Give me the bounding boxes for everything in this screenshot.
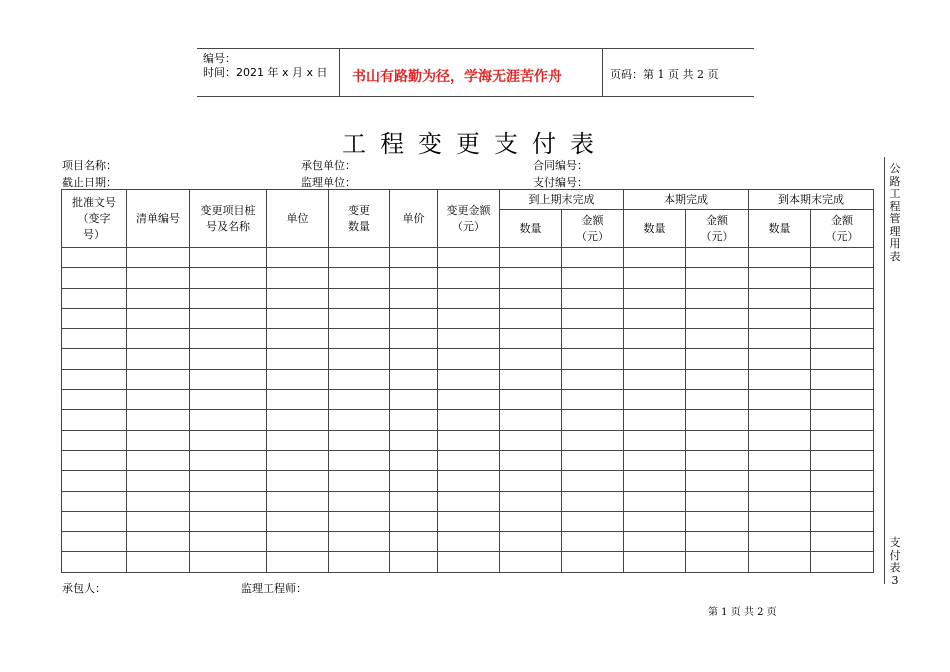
table-row bbox=[62, 329, 874, 349]
table-cell[interactable] bbox=[62, 511, 127, 531]
table-cell[interactable] bbox=[811, 532, 874, 552]
table-cell[interactable] bbox=[390, 308, 438, 328]
table-cell[interactable] bbox=[127, 390, 190, 410]
table-cell[interactable] bbox=[624, 308, 686, 328]
table-cell[interactable] bbox=[749, 532, 811, 552]
table-cell[interactable] bbox=[62, 471, 127, 491]
table-cell[interactable] bbox=[62, 288, 127, 308]
table-cell[interactable] bbox=[686, 511, 749, 531]
table-cell[interactable] bbox=[500, 308, 562, 328]
table-cell[interactable] bbox=[390, 329, 438, 349]
table-cell[interactable] bbox=[127, 329, 190, 349]
table-cell[interactable] bbox=[749, 410, 811, 430]
table-cell[interactable] bbox=[749, 369, 811, 389]
table-row bbox=[62, 369, 874, 389]
page-code: 页码：第 1 页 共 2 页 bbox=[610, 68, 719, 81]
table-cell[interactable] bbox=[267, 268, 329, 288]
side-form-category: 公路工程管理用表 bbox=[889, 162, 901, 263]
table-cell[interactable] bbox=[749, 308, 811, 328]
table-row bbox=[62, 430, 874, 450]
table-cell[interactable] bbox=[624, 511, 686, 531]
table-cell[interactable] bbox=[127, 268, 190, 288]
table-cell[interactable] bbox=[624, 450, 686, 470]
table-cell[interactable] bbox=[329, 390, 390, 410]
side-rule bbox=[884, 157, 885, 584]
table-cell[interactable] bbox=[500, 349, 562, 369]
table-cell[interactable] bbox=[127, 532, 190, 552]
table-cell[interactable] bbox=[624, 532, 686, 552]
table-cell[interactable] bbox=[500, 511, 562, 531]
table-cell[interactable] bbox=[438, 410, 500, 430]
table-cell[interactable] bbox=[811, 390, 874, 410]
table-cell[interactable] bbox=[749, 471, 811, 491]
header-divider bbox=[339, 48, 340, 96]
col-header-unit-price: 单价 bbox=[390, 190, 438, 248]
table-cell[interactable] bbox=[190, 268, 267, 288]
table-cell[interactable] bbox=[190, 349, 267, 369]
table-cell[interactable] bbox=[811, 511, 874, 531]
motto-text: 书山有路勤为径，学海无涯苦作舟 bbox=[352, 69, 562, 85]
table-cell[interactable] bbox=[811, 552, 874, 572]
table-cell[interactable] bbox=[329, 552, 390, 572]
table-cell[interactable] bbox=[624, 491, 686, 511]
table-cell[interactable] bbox=[62, 390, 127, 410]
table-cell[interactable] bbox=[624, 349, 686, 369]
table-cell[interactable] bbox=[127, 248, 190, 268]
table-row bbox=[62, 511, 874, 531]
col-header-amount: 金额（元） bbox=[562, 210, 624, 248]
table-cell[interactable] bbox=[811, 288, 874, 308]
table-cell[interactable] bbox=[562, 430, 624, 450]
table-cell[interactable] bbox=[267, 552, 329, 572]
table-cell[interactable] bbox=[749, 248, 811, 268]
table-cell[interactable] bbox=[190, 329, 267, 349]
table-cell[interactable] bbox=[190, 248, 267, 268]
table-row bbox=[62, 410, 874, 430]
table-cell[interactable] bbox=[329, 329, 390, 349]
table-cell[interactable] bbox=[749, 349, 811, 369]
table-cell[interactable] bbox=[438, 552, 500, 572]
table-cell[interactable] bbox=[500, 491, 562, 511]
table-cell[interactable] bbox=[127, 410, 190, 430]
table-cell[interactable] bbox=[127, 511, 190, 531]
table-cell[interactable] bbox=[686, 329, 749, 349]
col-header-item-name: 变更项目桩号及名称 bbox=[190, 190, 267, 248]
col-header-this-period: 本期完成 bbox=[624, 190, 749, 210]
table-cell[interactable] bbox=[811, 491, 874, 511]
table-cell[interactable] bbox=[438, 308, 500, 328]
table-cell[interactable] bbox=[62, 369, 127, 389]
table-cell[interactable] bbox=[190, 471, 267, 491]
table-cell[interactable] bbox=[686, 390, 749, 410]
table-cell[interactable] bbox=[624, 248, 686, 268]
col-header-unit: 单位 bbox=[267, 190, 329, 248]
table-row bbox=[62, 390, 874, 410]
table-cell[interactable] bbox=[438, 349, 500, 369]
table-cell[interactable] bbox=[562, 288, 624, 308]
table-cell[interactable] bbox=[438, 532, 500, 552]
table-cell[interactable] bbox=[267, 308, 329, 328]
table-cell[interactable] bbox=[267, 390, 329, 410]
table-cell[interactable] bbox=[562, 450, 624, 470]
table-cell[interactable] bbox=[500, 369, 562, 389]
table-cell[interactable] bbox=[329, 308, 390, 328]
table-cell[interactable] bbox=[686, 349, 749, 369]
time-label: 时间：2021 年 x 月 x 日 bbox=[203, 66, 328, 79]
table-cell[interactable] bbox=[438, 491, 500, 511]
header-divider bbox=[602, 48, 603, 96]
table-cell[interactable] bbox=[62, 430, 127, 450]
table-cell[interactable] bbox=[329, 268, 390, 288]
table-cell[interactable] bbox=[62, 552, 127, 572]
col-header-prev-period: 到上期末完成 bbox=[500, 190, 624, 210]
table-cell[interactable] bbox=[624, 268, 686, 288]
table-cell[interactable] bbox=[438, 248, 500, 268]
table-cell[interactable] bbox=[686, 288, 749, 308]
col-header-list-no: 清单编号 bbox=[127, 190, 190, 248]
table-cell[interactable] bbox=[438, 430, 500, 450]
table-cell[interactable] bbox=[500, 248, 562, 268]
table-cell[interactable] bbox=[329, 491, 390, 511]
table-cell[interactable] bbox=[686, 268, 749, 288]
table-cell[interactable] bbox=[329, 248, 390, 268]
table-cell[interactable] bbox=[62, 410, 127, 430]
table-cell[interactable] bbox=[500, 471, 562, 491]
table-cell[interactable] bbox=[267, 410, 329, 430]
table-cell[interactable] bbox=[267, 511, 329, 531]
table-cell[interactable] bbox=[190, 552, 267, 572]
table-cell[interactable] bbox=[190, 511, 267, 531]
col-header-qty: 数量 bbox=[624, 210, 686, 248]
table-cell[interactable] bbox=[562, 268, 624, 288]
table-cell[interactable] bbox=[562, 552, 624, 572]
table-cell[interactable] bbox=[500, 288, 562, 308]
table-cell[interactable] bbox=[500, 390, 562, 410]
table-cell[interactable] bbox=[329, 471, 390, 491]
table-cell[interactable] bbox=[127, 471, 190, 491]
table-row bbox=[62, 288, 874, 308]
table-cell[interactable] bbox=[438, 369, 500, 389]
table-cell[interactable] bbox=[438, 268, 500, 288]
col-header-approval-no: 批准文号（变字号） bbox=[62, 190, 127, 248]
table-cell[interactable] bbox=[329, 511, 390, 531]
table-cell[interactable] bbox=[500, 268, 562, 288]
table-cell[interactable] bbox=[811, 308, 874, 328]
table-cell[interactable] bbox=[190, 410, 267, 430]
table-cell[interactable] bbox=[749, 390, 811, 410]
table-cell[interactable] bbox=[562, 308, 624, 328]
table-cell[interactable] bbox=[390, 471, 438, 491]
table-row bbox=[62, 491, 874, 511]
table-cell[interactable] bbox=[438, 471, 500, 491]
col-header-to-date: 到本期末完成 bbox=[749, 190, 874, 210]
table-cell[interactable] bbox=[62, 532, 127, 552]
table-cell[interactable] bbox=[686, 532, 749, 552]
table-cell[interactable] bbox=[500, 552, 562, 572]
table-cell[interactable] bbox=[190, 308, 267, 328]
change-payment-table bbox=[61, 189, 874, 573]
table-cell[interactable] bbox=[749, 268, 811, 288]
table-cell[interactable] bbox=[190, 532, 267, 552]
table-cell[interactable] bbox=[390, 369, 438, 389]
table-row bbox=[62, 552, 874, 572]
table-cell[interactable] bbox=[811, 450, 874, 470]
table-cell[interactable] bbox=[624, 288, 686, 308]
table-cell[interactable] bbox=[390, 349, 438, 369]
table-cell[interactable] bbox=[329, 288, 390, 308]
table-cell[interactable] bbox=[562, 511, 624, 531]
table-cell[interactable] bbox=[624, 369, 686, 389]
table-cell[interactable] bbox=[749, 430, 811, 450]
table-cell[interactable] bbox=[390, 430, 438, 450]
table-cell[interactable] bbox=[749, 552, 811, 572]
col-header-change-qty: 变更数量 bbox=[329, 190, 390, 248]
table-cell[interactable] bbox=[438, 511, 500, 531]
cutoff-date-label: 截止日期： bbox=[62, 176, 117, 189]
table-cell[interactable] bbox=[390, 288, 438, 308]
table-cell[interactable] bbox=[190, 450, 267, 470]
table-cell[interactable] bbox=[500, 430, 562, 450]
table-cell[interactable] bbox=[562, 532, 624, 552]
table-cell[interactable] bbox=[267, 288, 329, 308]
contract-number-label: 合同编号： bbox=[533, 159, 588, 172]
contractor-unit-label: 承包单位： bbox=[301, 159, 356, 172]
table-cell[interactable] bbox=[562, 410, 624, 430]
table-cell[interactable] bbox=[686, 308, 749, 328]
table-cell[interactable] bbox=[562, 349, 624, 369]
table-cell[interactable] bbox=[749, 511, 811, 531]
table-cell[interactable] bbox=[686, 369, 749, 389]
col-header-amount: 金额（元） bbox=[686, 210, 749, 248]
table-cell[interactable] bbox=[127, 430, 190, 450]
table-cell[interactable] bbox=[562, 390, 624, 410]
table-cell[interactable] bbox=[62, 248, 127, 268]
table-cell[interactable] bbox=[749, 491, 811, 511]
table-cell[interactable] bbox=[811, 349, 874, 369]
table-cell[interactable] bbox=[811, 248, 874, 268]
table-cell[interactable] bbox=[190, 288, 267, 308]
table-cell[interactable] bbox=[329, 369, 390, 389]
supervisor-unit-label: 监理单位： bbox=[301, 176, 356, 189]
table-cell[interactable] bbox=[624, 552, 686, 572]
table-cell[interactable] bbox=[267, 450, 329, 470]
supervisor-engineer-signature-label: 监理工程师： bbox=[241, 582, 307, 595]
header-top-rule bbox=[197, 48, 754, 49]
table-cell[interactable] bbox=[267, 471, 329, 491]
table-cell[interactable] bbox=[62, 268, 127, 288]
table-cell[interactable] bbox=[811, 369, 874, 389]
table-cell[interactable] bbox=[267, 329, 329, 349]
table-cell[interactable] bbox=[62, 491, 127, 511]
table-cell[interactable] bbox=[500, 410, 562, 430]
table-cell[interactable] bbox=[438, 329, 500, 349]
table-cell[interactable] bbox=[390, 390, 438, 410]
table-cell[interactable] bbox=[329, 349, 390, 369]
table-cell[interactable] bbox=[811, 329, 874, 349]
table-cell[interactable] bbox=[267, 248, 329, 268]
table-cell[interactable] bbox=[811, 268, 874, 288]
payment-number-label: 支付编号： bbox=[533, 176, 588, 189]
table-cell[interactable] bbox=[329, 410, 390, 430]
table-cell[interactable] bbox=[562, 369, 624, 389]
table-cell[interactable] bbox=[686, 248, 749, 268]
table-cell[interactable] bbox=[190, 369, 267, 389]
table-cell[interactable] bbox=[390, 511, 438, 531]
table-cell[interactable] bbox=[438, 450, 500, 470]
table-cell[interactable] bbox=[686, 430, 749, 450]
table-cell[interactable] bbox=[749, 288, 811, 308]
table-cell[interactable] bbox=[390, 450, 438, 470]
table-cell[interactable] bbox=[190, 491, 267, 511]
table-cell[interactable] bbox=[562, 491, 624, 511]
table-cell[interactable] bbox=[127, 308, 190, 328]
table-cell[interactable] bbox=[811, 430, 874, 450]
table-row bbox=[62, 450, 874, 470]
table-cell[interactable] bbox=[190, 430, 267, 450]
table-row bbox=[62, 349, 874, 369]
table-cell[interactable] bbox=[390, 248, 438, 268]
table-cell[interactable] bbox=[438, 288, 500, 308]
table-cell[interactable] bbox=[127, 491, 190, 511]
table-row bbox=[62, 471, 874, 491]
table-cell[interactable] bbox=[267, 491, 329, 511]
table-cell[interactable] bbox=[686, 410, 749, 430]
table-cell[interactable] bbox=[624, 410, 686, 430]
table-cell[interactable] bbox=[624, 471, 686, 491]
side-form-id: 支付表3 bbox=[889, 536, 901, 587]
table-cell[interactable] bbox=[329, 450, 390, 470]
table-cell[interactable] bbox=[438, 390, 500, 410]
table-cell[interactable] bbox=[500, 329, 562, 349]
table-cell[interactable] bbox=[390, 491, 438, 511]
table-cell[interactable] bbox=[62, 349, 127, 369]
table-cell[interactable] bbox=[749, 329, 811, 349]
col-header-amount: 金额（元） bbox=[811, 210, 874, 248]
table-cell[interactable] bbox=[127, 349, 190, 369]
table-cell[interactable] bbox=[127, 288, 190, 308]
table-cell[interactable] bbox=[190, 390, 267, 410]
project-name-label: 项目名称： bbox=[62, 159, 117, 172]
table-row bbox=[62, 308, 874, 328]
table-cell[interactable] bbox=[390, 410, 438, 430]
table-cell[interactable] bbox=[390, 268, 438, 288]
table-cell[interactable] bbox=[686, 552, 749, 572]
table-cell[interactable] bbox=[686, 471, 749, 491]
table-cell[interactable] bbox=[62, 450, 127, 470]
contractor-signature-label: 承包人： bbox=[62, 582, 106, 595]
table-cell[interactable] bbox=[749, 450, 811, 470]
col-header-qty: 数量 bbox=[500, 210, 562, 248]
table-cell[interactable] bbox=[562, 329, 624, 349]
table-cell[interactable] bbox=[329, 532, 390, 552]
table-cell[interactable] bbox=[127, 369, 190, 389]
table-row bbox=[62, 248, 874, 268]
table-cell[interactable] bbox=[811, 410, 874, 430]
table-cell[interactable] bbox=[390, 552, 438, 572]
table-cell[interactable] bbox=[267, 430, 329, 450]
table-cell[interactable] bbox=[624, 430, 686, 450]
page-title: 工程变更支付表 bbox=[342, 130, 608, 158]
header-bottom-rule bbox=[197, 96, 754, 97]
table-cell[interactable] bbox=[62, 329, 127, 349]
table-cell[interactable] bbox=[562, 248, 624, 268]
serial-number-label: 编号： bbox=[203, 52, 236, 65]
col-header-qty: 数量 bbox=[749, 210, 811, 248]
table-cell[interactable] bbox=[624, 390, 686, 410]
table-cell[interactable] bbox=[686, 450, 749, 470]
table-cell[interactable] bbox=[127, 552, 190, 572]
table-cell[interactable] bbox=[329, 430, 390, 450]
table-cell[interactable] bbox=[62, 308, 127, 328]
table-row bbox=[62, 532, 874, 552]
table-cell[interactable] bbox=[500, 532, 562, 552]
table-cell[interactable] bbox=[562, 471, 624, 491]
table-row bbox=[62, 268, 874, 288]
table-cell[interactable] bbox=[127, 450, 190, 470]
table-cell[interactable] bbox=[267, 349, 329, 369]
table-cell[interactable] bbox=[500, 450, 562, 470]
table-cell[interactable] bbox=[624, 329, 686, 349]
table-cell[interactable] bbox=[686, 491, 749, 511]
table-cell[interactable] bbox=[267, 532, 329, 552]
col-header-change-amount: 变更金额（元） bbox=[438, 190, 500, 248]
table-cell[interactable] bbox=[390, 532, 438, 552]
table-cell[interactable] bbox=[267, 369, 329, 389]
table-cell[interactable] bbox=[811, 471, 874, 491]
page-footer: 第 1 页 共 2 页 bbox=[708, 607, 777, 618]
